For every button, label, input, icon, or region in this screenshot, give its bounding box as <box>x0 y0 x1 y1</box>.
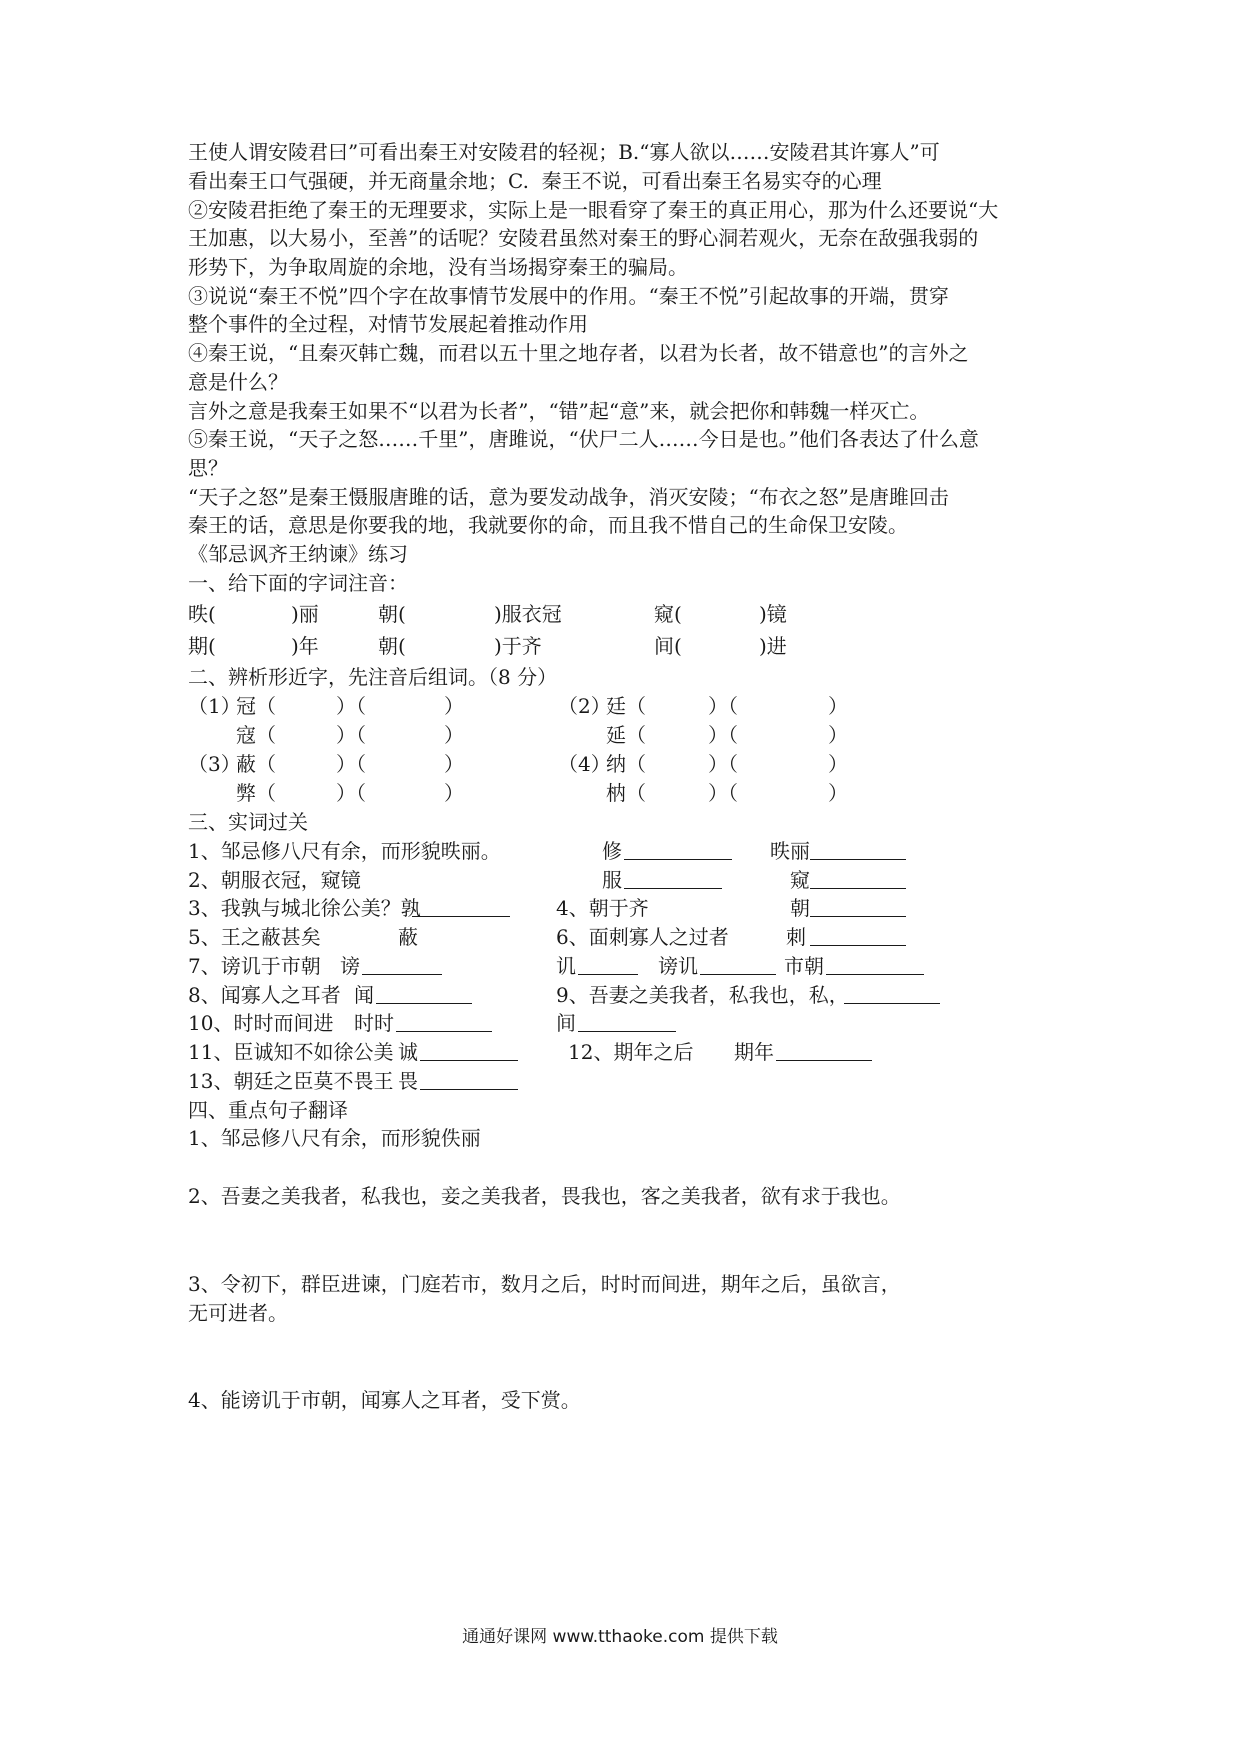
text-line: 王加惠，以大易小，至善”的话呢？安陵君虽然对秦王的野心洞若观火，无奈在敌强我弱的 <box>188 226 979 250</box>
similar-char: 延 <box>606 723 626 747</box>
pinyin-item: )服衣冠 <box>494 602 562 626</box>
section-heading: 二、辨析形近字，先注音后组词。（8 分） <box>188 665 558 689</box>
bracket-close: ） <box>444 781 464 805</box>
question-text: 5、王之蔽甚矣 <box>188 925 321 949</box>
pinyin-item: )镜 <box>759 602 787 626</box>
group-number: （3） <box>188 752 241 776</box>
bracket-open: （ <box>626 752 646 776</box>
similar-char: 寇 <box>236 723 256 747</box>
answer-blank <box>396 1011 492 1032</box>
term-label: 期年 <box>734 1040 774 1064</box>
similar-char: 弊 <box>236 781 256 805</box>
question-text: 2、朝服衣冠，窥镜 <box>188 868 361 892</box>
bracket-open: （ <box>256 781 276 805</box>
question-text: 4、朝于齐 <box>556 896 649 920</box>
text-line: 意是什么？ <box>188 370 288 394</box>
translation-question: 3、令初下，群臣进谏，门庭若市，数月之后，时时而间进，期年之后，虽欲言， <box>188 1272 901 1296</box>
answer-blank <box>578 1011 676 1032</box>
term-label: 市朝 <box>784 954 824 978</box>
answer-blank <box>578 954 638 975</box>
answer-blank <box>776 1040 872 1061</box>
text-line: 整个事件的全过程，对情节发展起着推动作用 <box>188 312 588 336</box>
term-label: 讥 <box>556 954 576 978</box>
section-heading: 一、给下面的字词注音： <box>188 571 408 595</box>
term-label: 蔽 <box>398 925 418 949</box>
translation-question: 4、能谤讥于市朝，闻寡人之耳者，受下赏。 <box>188 1388 581 1412</box>
question-text: 3、我孰与城北徐公美？孰 <box>188 896 421 920</box>
term-label: 诚 <box>398 1040 418 1064</box>
section-heading: 三、实词过关 <box>188 810 308 834</box>
answer-blank <box>376 983 472 1004</box>
term-label: 刺 <box>786 925 806 949</box>
answer-blank <box>624 839 732 860</box>
similar-char: 冠 <box>236 694 256 718</box>
pinyin-item: 期( <box>188 634 216 658</box>
answer-blank <box>826 954 924 975</box>
bracket-mid: ）（ <box>336 723 366 747</box>
bracket-mid: ）（ <box>336 694 366 718</box>
answer-blank <box>420 1069 518 1090</box>
similar-char: 纳 <box>606 752 626 776</box>
translation-question: 无可进者。 <box>188 1301 288 1325</box>
term-label: 修 <box>602 839 622 863</box>
footer-credit: 通通好课网 www.tthaoke.com 提供下载 <box>462 1627 778 1647</box>
translation-question: 1、邹忌修八尺有余，而形貌佚丽 <box>188 1126 481 1150</box>
bracket-open: （ <box>626 694 646 718</box>
term-label: 畏 <box>398 1069 418 1093</box>
term-label: 昳丽 <box>770 839 810 863</box>
bracket-open: （ <box>626 781 646 805</box>
term-label: 闻 <box>354 983 374 1007</box>
question-text: 10、时时而间进 <box>188 1011 334 1035</box>
question-text: 11、臣诚知不如徐公美 <box>188 1040 394 1064</box>
bracket-open: （ <box>256 723 276 747</box>
bracket-close: ） <box>828 781 848 805</box>
pinyin-item: 窥( <box>654 602 682 626</box>
answer-blank <box>810 925 906 946</box>
pinyin-item: )于齐 <box>494 634 542 658</box>
answer-blank <box>624 868 722 889</box>
text-line: 秦王的话，意思是你要我的地，我就要你的命，而且我不惜自己的生命保卫安陵。 <box>188 513 908 537</box>
question-text: 7、谤讥于市朝 <box>188 954 321 978</box>
bracket-open: （ <box>256 752 276 776</box>
term-label: 窥 <box>790 868 810 892</box>
text-line: 思？ <box>188 456 228 480</box>
pinyin-item: 昳( <box>188 602 216 626</box>
answer-blank <box>412 896 510 917</box>
answer-blank <box>810 868 906 889</box>
group-number: （1） <box>188 694 241 718</box>
bracket-mid: ）（ <box>336 781 366 805</box>
similar-char: 蔽 <box>236 752 256 776</box>
question-text: 1、邹忌修八尺有余，而形貌昳丽。 <box>188 839 501 863</box>
answer-blank <box>810 839 906 860</box>
bracket-mid: ）（ <box>336 752 366 776</box>
question-text: 8、闻寡人之耳者 <box>188 983 341 1007</box>
answer-blank <box>420 1040 518 1061</box>
pinyin-item: )进 <box>759 634 787 658</box>
term-label: 服 <box>602 868 622 892</box>
term-label: 谤讥 <box>658 954 698 978</box>
question-text: 6、面刺寡人之过者 <box>556 925 729 949</box>
bracket-close: ） <box>444 752 464 776</box>
text-line: 形势下，为争取周旋的余地，没有当场揭穿秦王的骗局。 <box>188 255 688 279</box>
bracket-open: （ <box>626 723 646 747</box>
term-label: 时时 <box>354 1011 394 1035</box>
similar-char: 枘 <box>606 781 626 805</box>
text-line: “天子之怒”是秦王慑服唐雎的话，意为要发动战争，消灭安陵；“布衣之怒”是唐雎回击 <box>188 485 949 509</box>
text-line: 看出秦王口气强硬，并无商量余地；C. 秦王不说，可看出秦王名易实夺的心理 <box>188 169 882 193</box>
question-text: 9、吾妻之美我者，私我也，私， <box>556 983 849 1007</box>
bracket-close: ） <box>444 723 464 747</box>
pinyin-item: )年 <box>291 634 319 658</box>
answer-blank <box>844 983 940 1004</box>
group-number: （4） <box>558 752 611 776</box>
answer-blank <box>810 896 906 917</box>
bracket-close: ） <box>828 694 848 718</box>
bracket-close: ） <box>828 723 848 747</box>
text-line: ④秦王说，“且秦灭韩亡魏，而君以五十里之地存者，以君为长者，故不错意也”的言外之 <box>188 341 969 365</box>
question-text: 12、期年之后 <box>568 1040 694 1064</box>
answer-blank <box>700 954 776 975</box>
bracket-mid: ）（ <box>708 752 738 776</box>
bracket-close: ） <box>828 752 848 776</box>
text-line: ②安陵君拒绝了秦王的无理要求，实际上是一眼看穿了秦王的真正用心，那为什么还要说“大 <box>188 198 999 222</box>
text-line: 言外之意是我秦王如果不“以君为长者”，“错”起“意”来，就会把你和韩魏一样灭亡。 <box>188 399 930 423</box>
text-line: ③说说“秦王不悦”四个字在故事情节发展中的作用。“秦王不悦”引起故事的开端，贯穿 <box>188 284 949 308</box>
answer-blank <box>362 954 442 975</box>
group-number: （2） <box>558 694 611 718</box>
term-label: 间 <box>556 1011 576 1035</box>
pinyin-item: 朝( <box>378 602 406 626</box>
bracket-open: （ <box>256 694 276 718</box>
pinyin-item: 间( <box>654 634 682 658</box>
question-text: 13、朝廷之臣莫不畏王 <box>188 1069 394 1093</box>
pinyin-item: 朝( <box>378 634 406 658</box>
pinyin-item: )丽 <box>291 602 319 626</box>
term-label: 朝 <box>790 896 810 920</box>
exercise-title: 《邹忌讽齐王纳谏》练习 <box>188 542 408 566</box>
section-heading: 四、重点句子翻译 <box>188 1098 348 1122</box>
translation-question: 2、吾妻之美我者，私我也，妾之美我者，畏我也，客之美我者，欲有求于我也。 <box>188 1184 901 1208</box>
bracket-mid: ）（ <box>708 723 738 747</box>
bracket-mid: ）（ <box>708 694 738 718</box>
bracket-close: ） <box>444 694 464 718</box>
text-line: ⑤秦王说，“天子之怒……千里”，唐雎说，“伏尸二人……今日是也。”他们各表达了什么意 <box>188 427 979 451</box>
text-line: 王使人谓安陵君曰”可看出秦王对安陵君的轻视；B.“寡人欲以……安陵君其许寡人”可 <box>188 140 940 164</box>
bracket-mid: ）（ <box>708 781 738 805</box>
similar-char: 廷 <box>606 694 626 718</box>
term-label: 谤 <box>340 954 360 978</box>
